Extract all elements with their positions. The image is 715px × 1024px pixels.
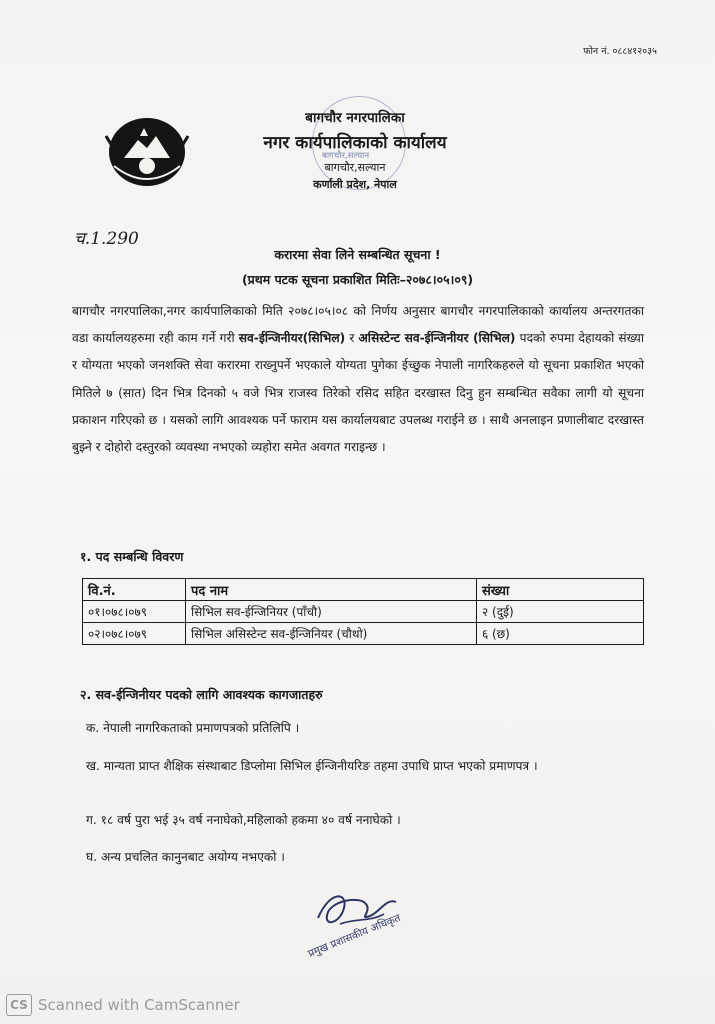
municipality-name: बागचौर नगरपालिका — [305, 110, 405, 126]
post-assistant-sub-engineer: असिस्टेन्ट सव-ईन्जिनीयर (सिभिल) — [358, 331, 516, 346]
table-row — [83, 601, 644, 623]
notice-body — [72, 298, 644, 461]
section-documents-heading: २. सव-ईन्जिनीयर पदको लागि आवश्यक कागजातहरु — [80, 687, 323, 702]
list-item: ख. मान्यता प्राप्त शैक्षिक संस्थाबाट डिप्लोमा सिभिल ईन्जिनीयरिङ तहमा उपाधि प्राप्त भएको प्रमाणपत्र । — [86, 759, 538, 773]
phone-number: फोन नं. ०८८४१२०३५ — [583, 46, 657, 57]
column-header: संख्या — [477, 579, 644, 601]
body-text: र — [345, 331, 359, 346]
letterhead — [240, 108, 470, 192]
signature-title: प्रमुख प्रशासकीय अधिकृत — [306, 911, 403, 961]
table-header-row — [83, 579, 644, 601]
camscanner-logo-icon: CS — [6, 994, 32, 1016]
list-item: घ. अन्य प्रचलित कानुनबाट अयोग्य नभएको । — [86, 850, 285, 864]
table-cell: सिभिल सव-ईन्जिनियर (पाँचौ) — [186, 601, 477, 623]
body-text: पदको रुपमा देहायको संख्या र योग्यता भएको जनशक्ति सेवा करारमा राख्नुपर्ने भएकाले योग्यता पुगेका ईच्छुक नेपाली नागरिकहरुले यो सूचना प्रकाशित भएको मितिले ७ (सात) दिन भित्र दिनको ५ वजे भित्र राजस्व तिरेको रसिद सहित दरखास्त दिनु हुन सम्बन्धित सवैका लागी यो सूचना प्रकाशन गरिएको छ । यसको लागि आवश्यक पर्ने फाराम यस कार्यालयबाट उपलब्ध गराईने छ । साथै अनलाइन प्रणालीबाट दरखास्त बुझ्ने र दोहोरो दस्तुरको व्यवस्था नभएको व्यहोरा समेत अवगत गराइन्छ । — [72, 331, 645, 455]
province-name: कर्णाली प्रदेश, नेपाल — [313, 178, 397, 191]
table-cell: ०२।०७८।०७९ — [83, 623, 186, 645]
nepal-emblem-logo — [104, 106, 190, 192]
watermark-text: Scanned with CamScanner — [38, 996, 240, 1014]
table-cell: २ (दुई) — [477, 601, 644, 623]
list-item: क. नेपाली नागरिकताको प्रमाणपत्रको प्रतिलिपि । — [86, 721, 300, 735]
notice-subtitle: (प्रथम पटक सूचना प्रकाशित मितिः–२०७८।०५।०९) — [241, 272, 474, 287]
list-item: ग. १८ वर्ष पुरा भई ३५ वर्ष ननाघेको,महिलाको हकमा ४० वर्ष ननाघेको । — [86, 813, 401, 827]
post-details-table — [82, 578, 644, 645]
table-cell: ०१।०७८।०७९ — [83, 601, 186, 623]
column-header: वि.नं. — [83, 579, 186, 601]
office-name: नगर कार्यपालिकाको कार्यालय — [263, 133, 447, 153]
post-sub-engineer: सव-ईन्जिनीयर(सिभिल) — [238, 331, 346, 346]
body-text: बागचौर नगरपालिका,नगर कार्यपालिकाको मिति २०७८।०५।०८ को निर्णय अनुसार बागचौर नगरपालिकाको कार्यालय अन्तरगतका वडा कार्यालयहरुमा रही काम गर्ने गरी — [72, 304, 644, 346]
reference-number: च.1.290 — [74, 229, 139, 249]
seal-text: बागचौर,सल्यान — [322, 151, 370, 161]
camscanner-watermark — [6, 994, 240, 1016]
notice-title: करारमा सेवा लिने सम्बन्धित सूचना ! — [274, 247, 441, 262]
table-cell: ६ (छ) — [477, 623, 644, 645]
section-post-details-heading: १. पद सम्बन्धि विवरण — [80, 549, 184, 564]
table-cell: सिभिल असिस्टेन्ट सव-ईन्जिनियर (चौथो) — [186, 623, 477, 645]
table-row — [83, 623, 644, 645]
district-name: बागचौर,सल्यान — [324, 161, 386, 174]
column-header: पद नाम — [186, 579, 477, 601]
